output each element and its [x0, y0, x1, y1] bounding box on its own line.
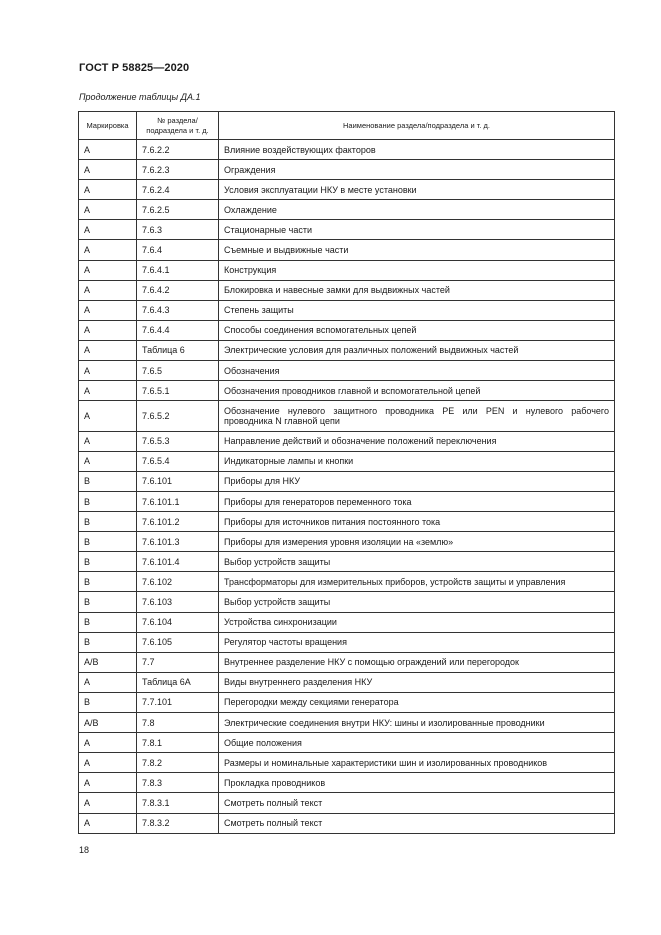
cell-marking: А: [79, 672, 137, 692]
column-header-section: № раздела/ подраздела и т. д.: [137, 112, 219, 140]
cell-marking: В: [79, 632, 137, 652]
cell-section-number: 7.8.3.1: [137, 793, 219, 813]
cell-section-name: Электрические соединения внутри НКУ: шины и изолированные проводники: [219, 713, 615, 733]
cell-section-number: 7.6.5.1: [137, 381, 219, 401]
cell-marking: А: [79, 431, 137, 451]
cell-section-number: 7.7.101: [137, 692, 219, 712]
cell-marking: А: [79, 813, 137, 833]
cell-marking: А: [79, 180, 137, 200]
cell-section-name: Влияние воздействующих факторов: [219, 140, 615, 160]
cell-section-number: 7.6.2.3: [137, 160, 219, 180]
cell-section-name: Условия эксплуатации НКУ в месте установки: [219, 180, 615, 200]
cell-section-number: 7.6.4.4: [137, 320, 219, 340]
cell-section-name: Выбор устройств защиты: [219, 552, 615, 572]
table-row: [79, 451, 615, 471]
cell-section-name: Стационарные части: [219, 220, 615, 240]
cell-section-name: Выбор устройств защиты: [219, 592, 615, 612]
cell-marking: В: [79, 692, 137, 712]
cell-section-number: 7.6.5: [137, 361, 219, 381]
cell-section-name: Ограждения: [219, 160, 615, 180]
cell-marking: В: [79, 532, 137, 552]
cell-section-number: 7.6.101: [137, 471, 219, 491]
table-row: [79, 431, 615, 451]
table-row: [79, 552, 615, 572]
table-row: [79, 632, 615, 652]
cell-section-name: Смотреть полный текст: [219, 813, 615, 833]
table-row: [79, 471, 615, 491]
table-row: [79, 773, 615, 793]
table-row: [79, 713, 615, 733]
cell-section-name: Общие положения: [219, 733, 615, 753]
cell-marking: В: [79, 612, 137, 632]
table-caption: Продолжение таблицы ДА.1: [79, 92, 201, 102]
cell-section-name: Размеры и номинальные характеристики шин и изолированных проводников: [219, 753, 615, 773]
cell-section-number: 7.7: [137, 652, 219, 672]
cell-section-name: Устройства синхронизации: [219, 612, 615, 632]
cell-section-number: 7.6.5.3: [137, 431, 219, 451]
table-row: [79, 733, 615, 753]
cell-section-number: 7.6.101.1: [137, 492, 219, 512]
cell-section-name: Способы соединения вспомогательных цепей: [219, 320, 615, 340]
cell-marking: А: [79, 220, 137, 240]
cell-section-name: Смотреть полный текст: [219, 793, 615, 813]
cell-marking: А: [79, 793, 137, 813]
cell-marking: А/В: [79, 713, 137, 733]
cell-marking: А: [79, 300, 137, 320]
cell-marking: А: [79, 140, 137, 160]
table-row: [79, 280, 615, 300]
cell-section-number: 7.8.3.2: [137, 813, 219, 833]
cell-section-number: 7.6.5.2: [137, 401, 219, 432]
cell-section-name: Обозначение нулевого защитного проводника PE или PEN и нулевого рабочего проводника N главной цепи: [219, 401, 615, 432]
table-row: [79, 160, 615, 180]
cell-marking: А: [79, 320, 137, 340]
table-row: [79, 612, 615, 632]
cell-section-number: 7.6.4.3: [137, 300, 219, 320]
table-row: [79, 753, 615, 773]
cell-marking: А: [79, 200, 137, 220]
cell-section-name: Конструкция: [219, 260, 615, 280]
cell-section-number: 7.6.105: [137, 632, 219, 652]
table-row: [79, 300, 615, 320]
cell-section-name: Приборы для НКУ: [219, 471, 615, 491]
table-header-row: [79, 112, 615, 140]
cell-section-name: Съемные и выдвижные части: [219, 240, 615, 260]
cell-section-name: Регулятор частоты вращения: [219, 632, 615, 652]
cell-section-name: Приборы для измерения уровня изоляции на «землю»: [219, 532, 615, 552]
cell-section-number: 7.6.101.2: [137, 512, 219, 532]
cell-marking: А: [79, 773, 137, 793]
cell-section-name: Блокировка и навесные замки для выдвижных частей: [219, 280, 615, 300]
cell-marking: А: [79, 340, 137, 360]
cell-section-number: 7.6.5.4: [137, 451, 219, 471]
cell-section-number: 7.6.4.1: [137, 260, 219, 280]
cell-section-name: Прокладка проводников: [219, 773, 615, 793]
cell-marking: А: [79, 260, 137, 280]
cell-marking: А: [79, 733, 137, 753]
table-row: [79, 381, 615, 401]
table-row: [79, 572, 615, 592]
cell-section-name: Внутреннее разделение НКУ с помощью ограждений или перегородок: [219, 652, 615, 672]
cell-section-number: 7.6.4: [137, 240, 219, 260]
cell-section-name: Виды внутреннего разделения НКУ: [219, 672, 615, 692]
cell-marking: А: [79, 240, 137, 260]
cell-marking: А: [79, 160, 137, 180]
table-row: [79, 140, 615, 160]
table-row: [79, 320, 615, 340]
cell-section-number: 7.8.2: [137, 753, 219, 773]
cell-marking: В: [79, 471, 137, 491]
cell-marking: А: [79, 361, 137, 381]
cell-section-name: Электрические условия для различных положений выдвижных частей: [219, 340, 615, 360]
cell-section-name: Охлаждение: [219, 200, 615, 220]
table-row: [79, 240, 615, 260]
table-row: [79, 652, 615, 672]
cell-section-number: Таблица 6: [137, 340, 219, 360]
cell-section-number: 7.6.104: [137, 612, 219, 632]
table-row: [79, 180, 615, 200]
cell-marking: А/В: [79, 652, 137, 672]
page-number: 18: [79, 845, 90, 855]
document-header: ГОСТ Р 58825—2020: [79, 62, 190, 74]
cell-marking: В: [79, 552, 137, 572]
cell-section-number: 7.6.101.3: [137, 532, 219, 552]
cell-section-number: 7.6.101.4: [137, 552, 219, 572]
column-header-name: Наименование раздела/подраздела и т. д.: [219, 112, 615, 140]
cell-section-number: 7.8.3: [137, 773, 219, 793]
table-row: [79, 220, 615, 240]
cell-section-name: Обозначения проводников главной и вспомогательной цепей: [219, 381, 615, 401]
table-row: [79, 793, 615, 813]
cell-marking: В: [79, 592, 137, 612]
cell-section-name: Трансформаторы для измерительных приборов, устройств защиты и управления: [219, 572, 615, 592]
cell-section-name: Индикаторные лампы и кнопки: [219, 451, 615, 471]
cell-section-number: 7.6.4.2: [137, 280, 219, 300]
table-row: [79, 492, 615, 512]
cell-marking: А: [79, 381, 137, 401]
cell-section-number: 7.6.2.4: [137, 180, 219, 200]
cell-marking: А: [79, 451, 137, 471]
table-row: [79, 532, 615, 552]
cell-section-name: Приборы для источников питания постоянного тока: [219, 512, 615, 532]
cell-section-number: 7.6.103: [137, 592, 219, 612]
table-row: [79, 672, 615, 692]
table-row: [79, 692, 615, 712]
table-row: [79, 200, 615, 220]
cell-marking: А: [79, 401, 137, 432]
table-row: [79, 512, 615, 532]
table-row: [79, 592, 615, 612]
cell-section-name: Обозначения: [219, 361, 615, 381]
table-row: [79, 340, 615, 360]
cell-marking: А: [79, 280, 137, 300]
cell-section-number: 7.6.3: [137, 220, 219, 240]
cell-section-number: 7.8: [137, 713, 219, 733]
cell-section-name: Приборы для генераторов переменного тока: [219, 492, 615, 512]
content-table: [78, 111, 615, 834]
table-row: [79, 813, 615, 833]
cell-marking: В: [79, 492, 137, 512]
cell-section-name: Перегородки между секциями генератора: [219, 692, 615, 712]
cell-marking: В: [79, 572, 137, 592]
cell-section-name: Степень защиты: [219, 300, 615, 320]
cell-section-number: 7.6.102: [137, 572, 219, 592]
cell-marking: В: [79, 512, 137, 532]
cell-section-name: Направление действий и обозначение положений переключения: [219, 431, 615, 451]
table-row: [79, 260, 615, 280]
cell-marking: А: [79, 753, 137, 773]
cell-section-number: 7.6.2.2: [137, 140, 219, 160]
cell-section-number: 7.6.2.5: [137, 200, 219, 220]
column-header-marking: Маркировка: [79, 112, 137, 140]
table-row: [79, 401, 615, 432]
cell-section-number: Таблица 6А: [137, 672, 219, 692]
cell-section-number: 7.8.1: [137, 733, 219, 753]
table-row: [79, 361, 615, 381]
